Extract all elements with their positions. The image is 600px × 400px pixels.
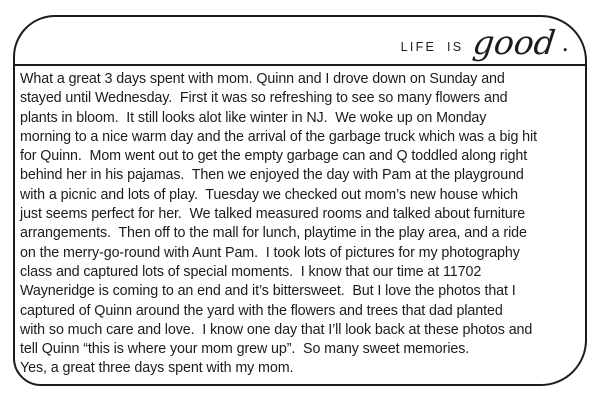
journal-line: tell Quinn “this is where your mom grew up”. So many sweet memories. bbox=[20, 341, 470, 358]
journal-line: Yes, a great three days spent with my mom. bbox=[20, 360, 294, 377]
journal-line: behind her in his pajamas. Then we enjoyed the day with Pam at the playground bbox=[20, 167, 524, 184]
journal-text bbox=[15, 66, 585, 379]
journal-line: plants in bloom. It still looks alot like winter in NJ. We woke up on Monday bbox=[20, 109, 487, 126]
journal-line: with a picnic and lots of play. Tuesday we checked out mom’s new house which bbox=[20, 186, 518, 203]
life-is-label: LIFE IS bbox=[400, 40, 464, 54]
journal-line: morning to a nice warm day and the arrival of the garbage truck which was a big hit bbox=[20, 128, 537, 145]
good-script-label: good bbox=[471, 23, 558, 62]
journal-line: for Quinn. Mom went out to get the empty garbage can and Q toddled along right bbox=[20, 148, 528, 165]
journal-card bbox=[13, 15, 587, 386]
journal-line: captured of Quinn around the yard with the flowers and trees that dad planted bbox=[20, 302, 503, 319]
journal-line: class and captured lots of special moments. I know that our time at 11702 bbox=[20, 263, 482, 280]
journal-line: arrangements. Then off to the mall for lunch, playtime in the play area, and a ride bbox=[20, 225, 527, 242]
journal-line: stayed until Wednesday. First it was so refreshing to see so many flowers and bbox=[20, 90, 508, 107]
journal-line: with so much care and love. I know one day that I’ll look back at these photos and bbox=[20, 321, 533, 338]
journal-line: What a great 3 days spent with mom. Quinn and I drove down on Sunday and bbox=[20, 71, 505, 87]
journal-line: Wayneridge is coming to an end and it’s bittersweet. But I love the photos that I bbox=[20, 283, 516, 300]
journal-line: just seems perfect for her. We talked measured rooms and talked about furniture bbox=[20, 206, 526, 223]
card-header bbox=[15, 17, 585, 66]
header-period: . bbox=[561, 29, 569, 57]
journal-line: on the merry-go-round with Aunt Pam. I took lots of pictures for my photography bbox=[20, 244, 520, 261]
